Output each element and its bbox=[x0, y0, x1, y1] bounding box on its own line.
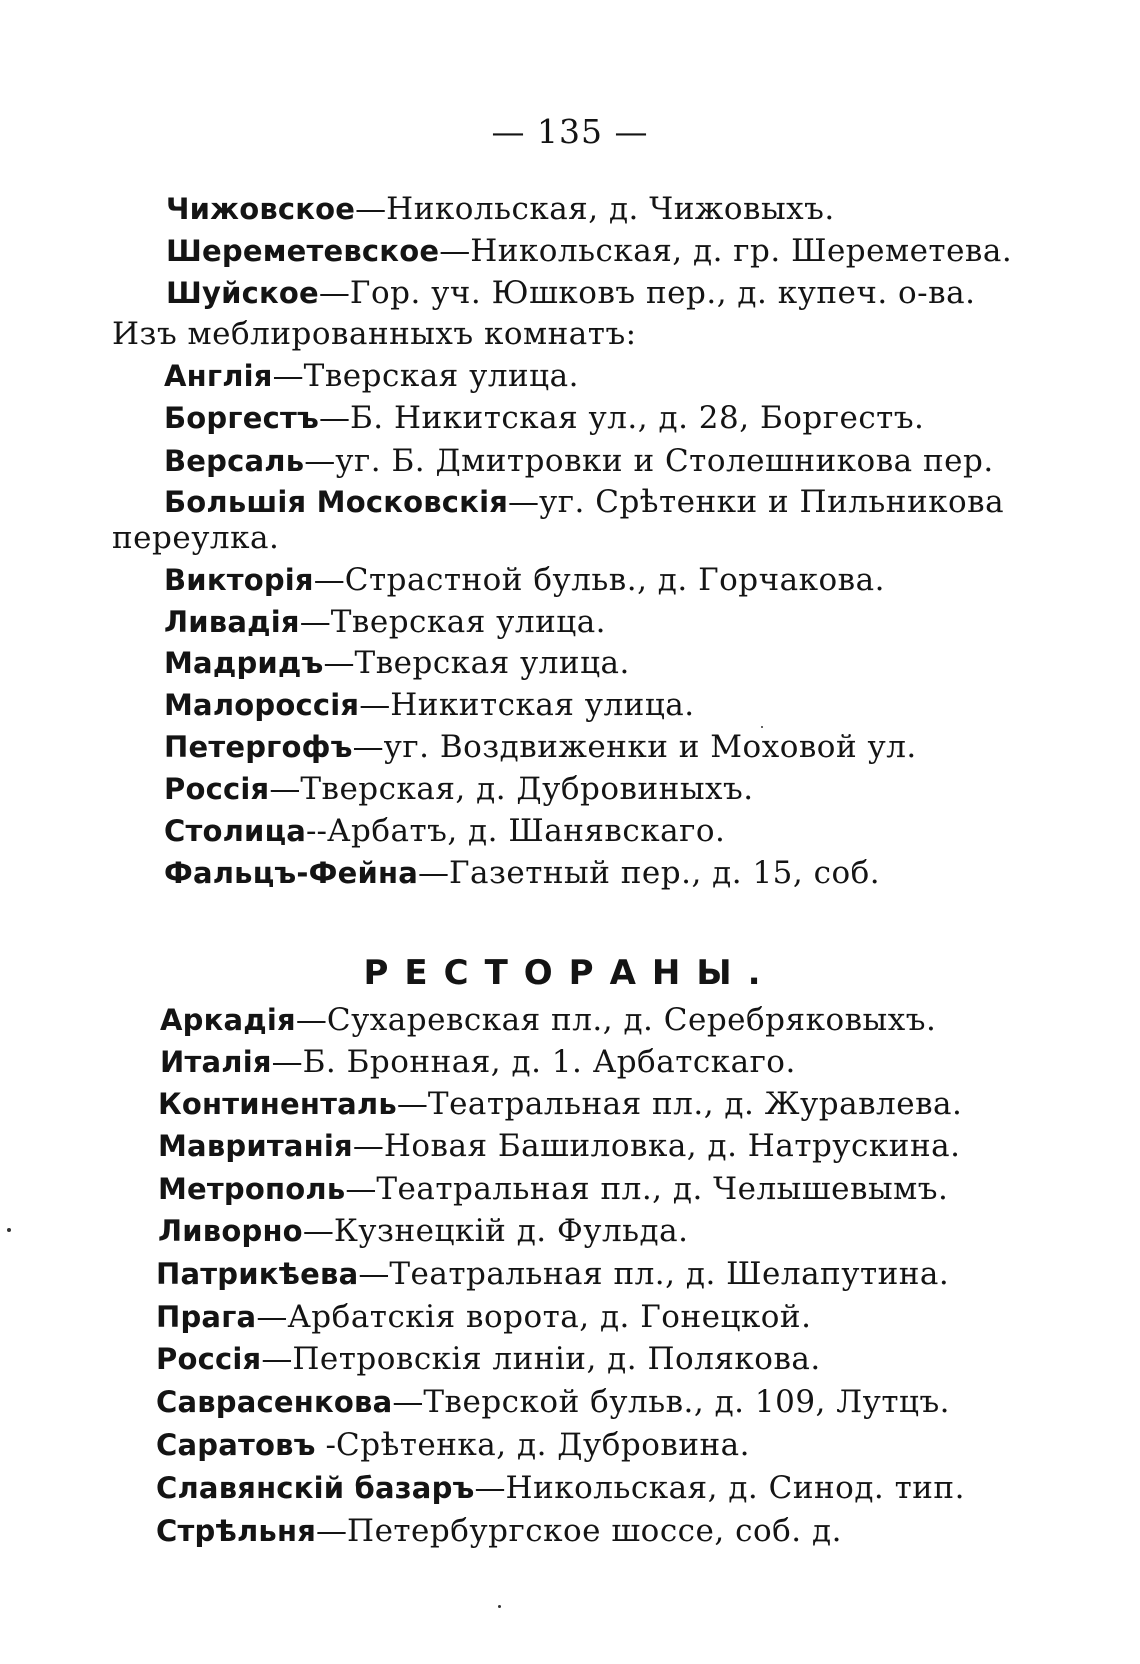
list-item bbox=[164, 560, 885, 600]
entry-address: Театральная пл., д. Журавлева. bbox=[427, 1086, 963, 1122]
entry-name: Россія bbox=[164, 772, 270, 806]
list-item bbox=[156, 1382, 950, 1422]
entry-name: Англія bbox=[164, 359, 273, 393]
entry-name: Малороссія bbox=[164, 688, 360, 722]
entry-name: Шереметевское bbox=[166, 234, 440, 268]
entry-name: Фальцъ-Фейна bbox=[164, 856, 418, 890]
scan-speck bbox=[7, 1228, 11, 1232]
list-item bbox=[164, 727, 917, 767]
entry-separator: — bbox=[302, 1213, 334, 1249]
entry-address: Б. Бронная, д. 1. Арбатскаго. bbox=[302, 1044, 796, 1080]
entry-separator: — bbox=[295, 1002, 327, 1038]
entry-name: Ливадія bbox=[164, 605, 300, 639]
list-item bbox=[164, 482, 1004, 522]
list-item bbox=[160, 1000, 936, 1040]
entry-name: Стрѣльня bbox=[156, 1514, 317, 1548]
list-item bbox=[164, 769, 754, 809]
scan-speck bbox=[498, 1605, 501, 1608]
section-heading-furnished: Изъ меблированныхъ комнатъ: bbox=[112, 316, 637, 352]
list-item bbox=[166, 189, 835, 229]
list-item bbox=[156, 1425, 750, 1465]
entry-address: Тверская улица. bbox=[354, 645, 630, 681]
scan-speck bbox=[761, 726, 763, 728]
list-item bbox=[158, 1169, 948, 1209]
entry-separator: — bbox=[352, 1128, 384, 1164]
list-item bbox=[164, 356, 579, 396]
entry-separator: — bbox=[355, 191, 387, 227]
entry-address: Театральная пл., д. Челышевымъ. bbox=[376, 1171, 949, 1207]
entry-name: Прага bbox=[156, 1300, 257, 1334]
entry-separator: -- bbox=[306, 813, 327, 849]
entry-address: уг. Срѣтенки и Пильникова bbox=[539, 484, 1005, 520]
entry-separator: — bbox=[417, 855, 449, 891]
entry-separator: - bbox=[315, 1427, 336, 1463]
entry-name: Версаль bbox=[164, 444, 305, 478]
list-item bbox=[156, 1297, 811, 1337]
entry-separator: — bbox=[299, 604, 331, 640]
entry-address: Театральная пл., д. Шелапутина. bbox=[389, 1256, 950, 1292]
list-item bbox=[166, 231, 1012, 271]
entry-name: Италія bbox=[160, 1045, 272, 1079]
list-item bbox=[164, 853, 880, 893]
entry-name: Континенталь bbox=[158, 1087, 397, 1121]
section-heading-restaurants: РЕСТОРАНЫ. bbox=[363, 953, 777, 993]
entry-separator: — bbox=[345, 1171, 377, 1207]
entry-address: Гор. уч. Юшковъ пер., д. купеч. о-ва. bbox=[349, 275, 976, 311]
entry-separator: — bbox=[358, 1256, 390, 1292]
entry-name: Чижовское bbox=[166, 192, 356, 226]
entry-address: Арбатъ, д. Шанявскаго. bbox=[327, 813, 726, 849]
entry-name: Саратовъ bbox=[156, 1428, 316, 1462]
entry-separator: — bbox=[323, 645, 355, 681]
entry-separator: — bbox=[508, 484, 540, 520]
entry-separator: — bbox=[352, 729, 384, 765]
entry-name: Шуйское bbox=[166, 276, 319, 310]
entry-address: уг. Б. Дмитровки и Столешникова пер. bbox=[335, 443, 994, 479]
entry-separator: — bbox=[271, 1044, 303, 1080]
entry-separator: — bbox=[269, 771, 301, 807]
entry-address: Никольская, д. гр. Шереметева. bbox=[470, 233, 1013, 269]
page-number: — 135 — bbox=[491, 112, 649, 151]
list-item bbox=[160, 1042, 796, 1082]
list-item bbox=[156, 1468, 965, 1508]
list-item bbox=[156, 1511, 842, 1551]
list-item bbox=[164, 643, 630, 683]
entry-name: Боргестъ bbox=[164, 401, 319, 435]
entry-address: Никольская, д. Чижовыхъ. bbox=[386, 191, 835, 227]
entry-separator: — bbox=[256, 1299, 288, 1335]
list-item bbox=[158, 1126, 960, 1166]
entry-name: Саврасенкова bbox=[156, 1385, 393, 1419]
list-item bbox=[166, 273, 975, 313]
list-item bbox=[164, 441, 994, 481]
entry-separator: — bbox=[313, 562, 345, 598]
entry-address: Новая Башиловка, д. Натрускина. bbox=[383, 1128, 961, 1164]
list-item bbox=[164, 685, 695, 725]
entry-name: Славянскій базаръ bbox=[156, 1471, 475, 1505]
entry-name: Метрополь bbox=[158, 1172, 346, 1206]
list-item bbox=[164, 398, 924, 438]
entry-address: Арбатскія ворота, д. Гонецкой. bbox=[287, 1299, 812, 1335]
entry-separator: — bbox=[318, 275, 350, 311]
entry-separator: — bbox=[359, 687, 391, 723]
entry-address: Тверская улица. bbox=[303, 358, 579, 394]
list-item bbox=[164, 602, 606, 642]
entry-separator: — bbox=[316, 1513, 348, 1549]
entry-name: Большія Московскія bbox=[164, 485, 509, 519]
entry-address: Газетный пер., д. 15, соб. bbox=[448, 855, 881, 891]
list-item bbox=[156, 1339, 821, 1379]
entry-separator: — bbox=[396, 1086, 428, 1122]
entry-address: Б. Никитская ул., д. 28, Боргестъ. bbox=[350, 400, 925, 436]
entry-separator: — bbox=[304, 443, 336, 479]
entry-address: переулка. bbox=[112, 520, 280, 556]
list-item bbox=[158, 1211, 688, 1251]
entry-address: Срѣтенка, д. Дубровина. bbox=[336, 1427, 751, 1463]
entry-address: Никитская улица. bbox=[390, 687, 695, 723]
list-item bbox=[164, 811, 725, 851]
entry-name: Викторія bbox=[164, 563, 314, 597]
entry-address: Петербургское шоссе, соб. д. bbox=[347, 1513, 842, 1549]
entry-separator: — bbox=[392, 1384, 424, 1420]
entry-separator: — bbox=[272, 358, 304, 394]
entry-name: Мавританія bbox=[158, 1129, 353, 1163]
entry-name: Патрикѣева bbox=[156, 1257, 359, 1291]
entry-address: Тверская, д. Дубровиныхъ. bbox=[300, 771, 754, 807]
entry-address: Страстной бульв., д. Горчакова. bbox=[344, 562, 885, 598]
entry-address: Кузнецкій д. Фульда. bbox=[333, 1213, 689, 1249]
list-item-continuation bbox=[112, 518, 279, 558]
entry-name: Петергофъ bbox=[164, 730, 353, 764]
entry-address: Петровскія линіи, д. Полякова. bbox=[292, 1341, 821, 1377]
entry-name: Аркадія bbox=[160, 1003, 296, 1037]
entry-separator: — bbox=[319, 400, 350, 436]
entry-separator: — bbox=[474, 1470, 506, 1506]
entry-address: Тверская улица. bbox=[330, 604, 607, 640]
entry-name: Россія bbox=[156, 1342, 262, 1376]
entry-separator: — bbox=[439, 233, 471, 269]
list-item bbox=[156, 1254, 949, 1294]
entry-address: уг. Воздвиженки и Моховой ул. bbox=[383, 729, 917, 765]
list-item bbox=[158, 1084, 962, 1124]
entry-name: Ливорно bbox=[158, 1214, 303, 1248]
entry-address: Сухаревская пл., д. Серебряковыхъ. bbox=[326, 1002, 937, 1038]
entry-separator: — bbox=[261, 1341, 293, 1377]
entry-name: Столица bbox=[164, 814, 307, 848]
entry-name: Мадридъ bbox=[164, 646, 324, 680]
entry-address: Тверской бульв., д. 109, Лутцъ. bbox=[423, 1384, 951, 1420]
entry-address: Никольская, д. Синод. тип. bbox=[505, 1470, 965, 1506]
